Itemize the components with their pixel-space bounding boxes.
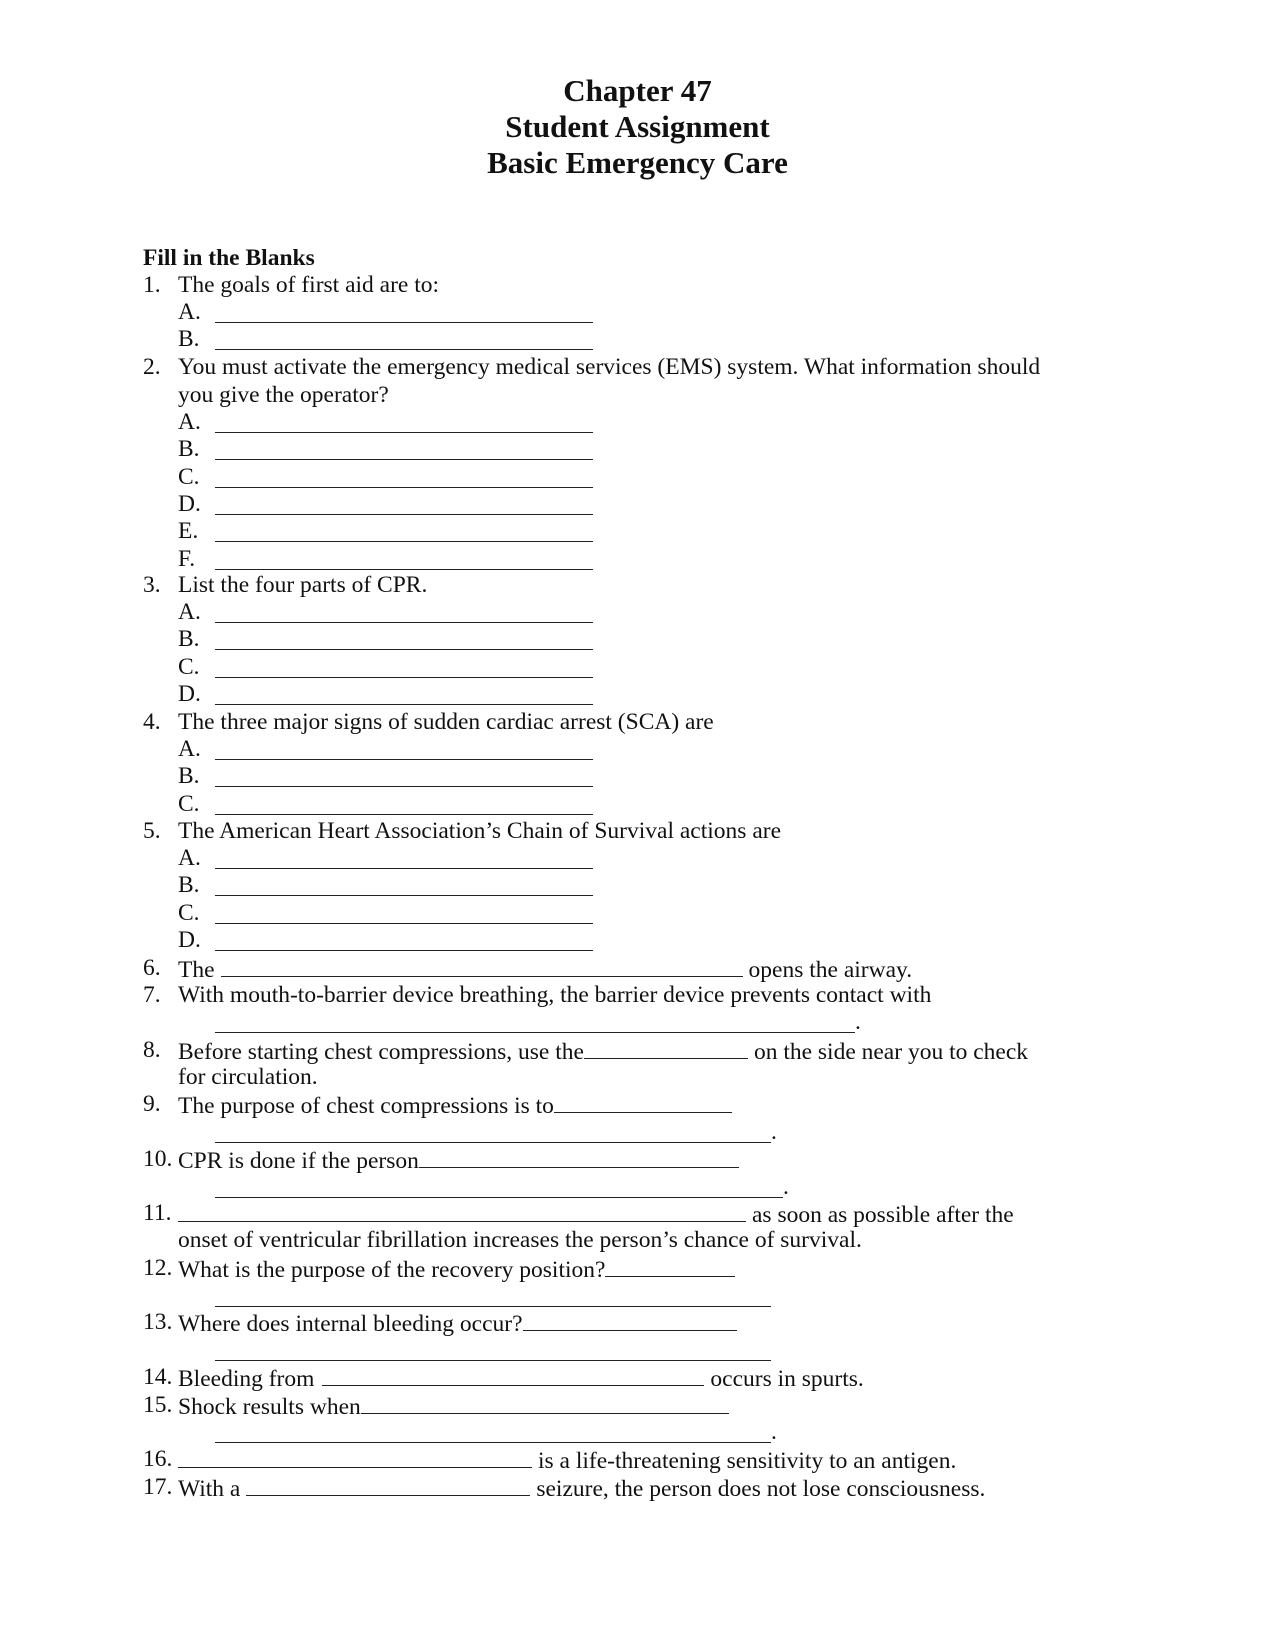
answer-letter: C.: [178, 653, 200, 680]
answer-letter: C.: [178, 463, 200, 490]
question-row: [178, 1363, 864, 1393]
question-row: [178, 1199, 1014, 1229]
answer-letter: C.: [178, 899, 200, 926]
question-row: [178, 1254, 735, 1284]
answer-letter: B.: [178, 436, 200, 463]
answer-letter: C.: [178, 790, 200, 817]
answer-blank[interactable]: [215, 321, 593, 323]
answer-blank[interactable]: [215, 1196, 783, 1198]
answer-blank[interactable]: [215, 568, 593, 570]
question-number: 17.: [143, 1474, 173, 1500]
question-number: 16.: [143, 1446, 173, 1472]
answer-blank[interactable]: [215, 431, 593, 433]
question-text: With a: [178, 1476, 241, 1502]
question-number: 12.: [143, 1255, 173, 1281]
question-text: The goals of first aid are to:: [178, 272, 440, 298]
answer-letter: D.: [178, 680, 201, 707]
question-row: [178, 1036, 1028, 1066]
question-number: 1.: [143, 272, 161, 298]
chapter-title: Chapter 47: [563, 73, 712, 108]
answer-letter: A.: [178, 409, 201, 435]
question-row: [178, 1090, 732, 1120]
question-number: 10.: [143, 1146, 173, 1172]
answer-blank[interactable]: [215, 785, 593, 787]
answer-blank[interactable]: [178, 1199, 746, 1222]
question-text: occurs in spurts.: [710, 1366, 864, 1392]
assignment-title: Student Assignment: [505, 109, 770, 144]
question-text: The three major signs of sudden cardiac arrest (SCA) are: [178, 709, 714, 735]
answer-blank[interactable]: [215, 1441, 771, 1443]
question-number: 4.: [143, 709, 161, 735]
answer-blank[interactable]: [215, 348, 593, 350]
period: .: [783, 1174, 789, 1200]
answer-blank[interactable]: [221, 954, 743, 977]
answer-blank[interactable]: [215, 703, 593, 705]
answer-blank[interactable]: [584, 1036, 748, 1059]
period: .: [771, 1119, 777, 1145]
answer-letter: D.: [178, 926, 201, 953]
answer-blank[interactable]: [215, 540, 593, 542]
question-row: [178, 1308, 737, 1338]
question-row: [178, 1445, 956, 1475]
answer-letter: A.: [178, 736, 201, 762]
answer-blank[interactable]: [215, 1359, 771, 1361]
question-number: 8.: [143, 1037, 161, 1063]
answer-blank[interactable]: [215, 676, 593, 678]
question-number: 14.: [143, 1364, 173, 1390]
question-number: 15.: [143, 1392, 173, 1418]
question-row: [178, 1473, 985, 1503]
answer-blank[interactable]: [215, 1141, 771, 1143]
period: .: [855, 1009, 861, 1035]
question-text: you give the operator?: [178, 382, 389, 408]
question-row: [178, 954, 912, 984]
answer-blank[interactable]: [523, 1308, 737, 1331]
answer-blank[interactable]: [215, 894, 593, 896]
question-text: The purpose of chest compressions is to: [178, 1093, 554, 1119]
answer-blank[interactable]: [215, 758, 593, 760]
answer-letter: B.: [178, 626, 200, 653]
question-text: The American Heart Association’s Chain of Survival actions are: [178, 818, 782, 844]
answer-blank[interactable]: [605, 1254, 735, 1277]
question-number: 3.: [143, 572, 161, 598]
answer-blank[interactable]: [215, 486, 593, 488]
question-number: 2.: [143, 354, 161, 380]
question-text: is a life-threatening sensitivity to an antigen.: [538, 1448, 957, 1474]
answer-blank[interactable]: [215, 648, 593, 650]
answer-letter: E.: [178, 518, 199, 545]
answer-blank[interactable]: [215, 1305, 771, 1307]
question-number: 11.: [143, 1200, 172, 1226]
question-text: The: [178, 957, 215, 983]
question-text: as soon as possible after the: [752, 1202, 1014, 1228]
answer-blank[interactable]: [361, 1391, 729, 1414]
question-text: You must activate the emergency medical services (EMS) system. What information should: [178, 354, 1041, 380]
question-text: opens the airway.: [748, 957, 913, 983]
question-number: 5.: [143, 818, 161, 844]
answer-blank[interactable]: [215, 922, 593, 924]
answer-letter: A.: [178, 599, 201, 625]
question-number: 9.: [143, 1091, 161, 1117]
question-text: Where does internal bleeding occur?: [178, 1311, 523, 1337]
answer-blank[interactable]: [419, 1145, 739, 1168]
question-text: for circulation.: [178, 1064, 318, 1090]
answer-blank[interactable]: [215, 458, 593, 460]
question-row: [178, 1145, 739, 1175]
answer-letter: B.: [178, 763, 200, 790]
question-text: seizure, the person does not lose consciousness.: [536, 1476, 986, 1502]
question-text: With mouth-to-barrier device breathing, the barrier device prevents contact with: [178, 982, 932, 1008]
question-text: List the four parts of CPR.: [178, 572, 428, 598]
question-number: 6.: [143, 955, 161, 981]
question-text: Bleeding from: [178, 1366, 315, 1392]
question-text: onset of ventricular fibrillation increases the person’s chance of survival.: [178, 1227, 862, 1253]
answer-letter: A.: [178, 299, 201, 325]
topic-title: Basic Emergency Care: [487, 145, 788, 180]
answer-blank[interactable]: [554, 1090, 732, 1113]
question-text: Before starting chest compressions, use the: [178, 1039, 584, 1065]
answer-blank[interactable]: [215, 949, 593, 951]
section-heading: Fill in the Blanks: [143, 245, 315, 271]
question-text: What is the purpose of the recovery position?: [178, 1257, 606, 1283]
answer-letter: D.: [178, 490, 201, 517]
question-number: 13.: [143, 1309, 173, 1335]
question-text: on the side near you to check: [753, 1039, 1029, 1065]
answer-blank[interactable]: [215, 1031, 855, 1033]
answer-blank[interactable]: [215, 513, 593, 515]
question-row: [178, 1391, 729, 1421]
answer-blank[interactable]: [215, 813, 593, 815]
question-text: CPR is done if the person: [178, 1148, 419, 1174]
answer-blank[interactable]: [215, 621, 593, 623]
answer-blank[interactable]: [322, 1363, 704, 1386]
answer-blank[interactable]: [246, 1473, 530, 1496]
question-number: 7.: [143, 982, 161, 1008]
answer-blank[interactable]: [178, 1445, 532, 1468]
answer-letter: A.: [178, 845, 201, 871]
answer-letter: B.: [178, 326, 200, 353]
answer-letter: B.: [178, 872, 200, 899]
answer-blank[interactable]: [215, 867, 593, 869]
period: .: [771, 1419, 777, 1445]
answer-letter: F.: [178, 545, 196, 572]
question-text: Shock results when: [178, 1394, 361, 1420]
